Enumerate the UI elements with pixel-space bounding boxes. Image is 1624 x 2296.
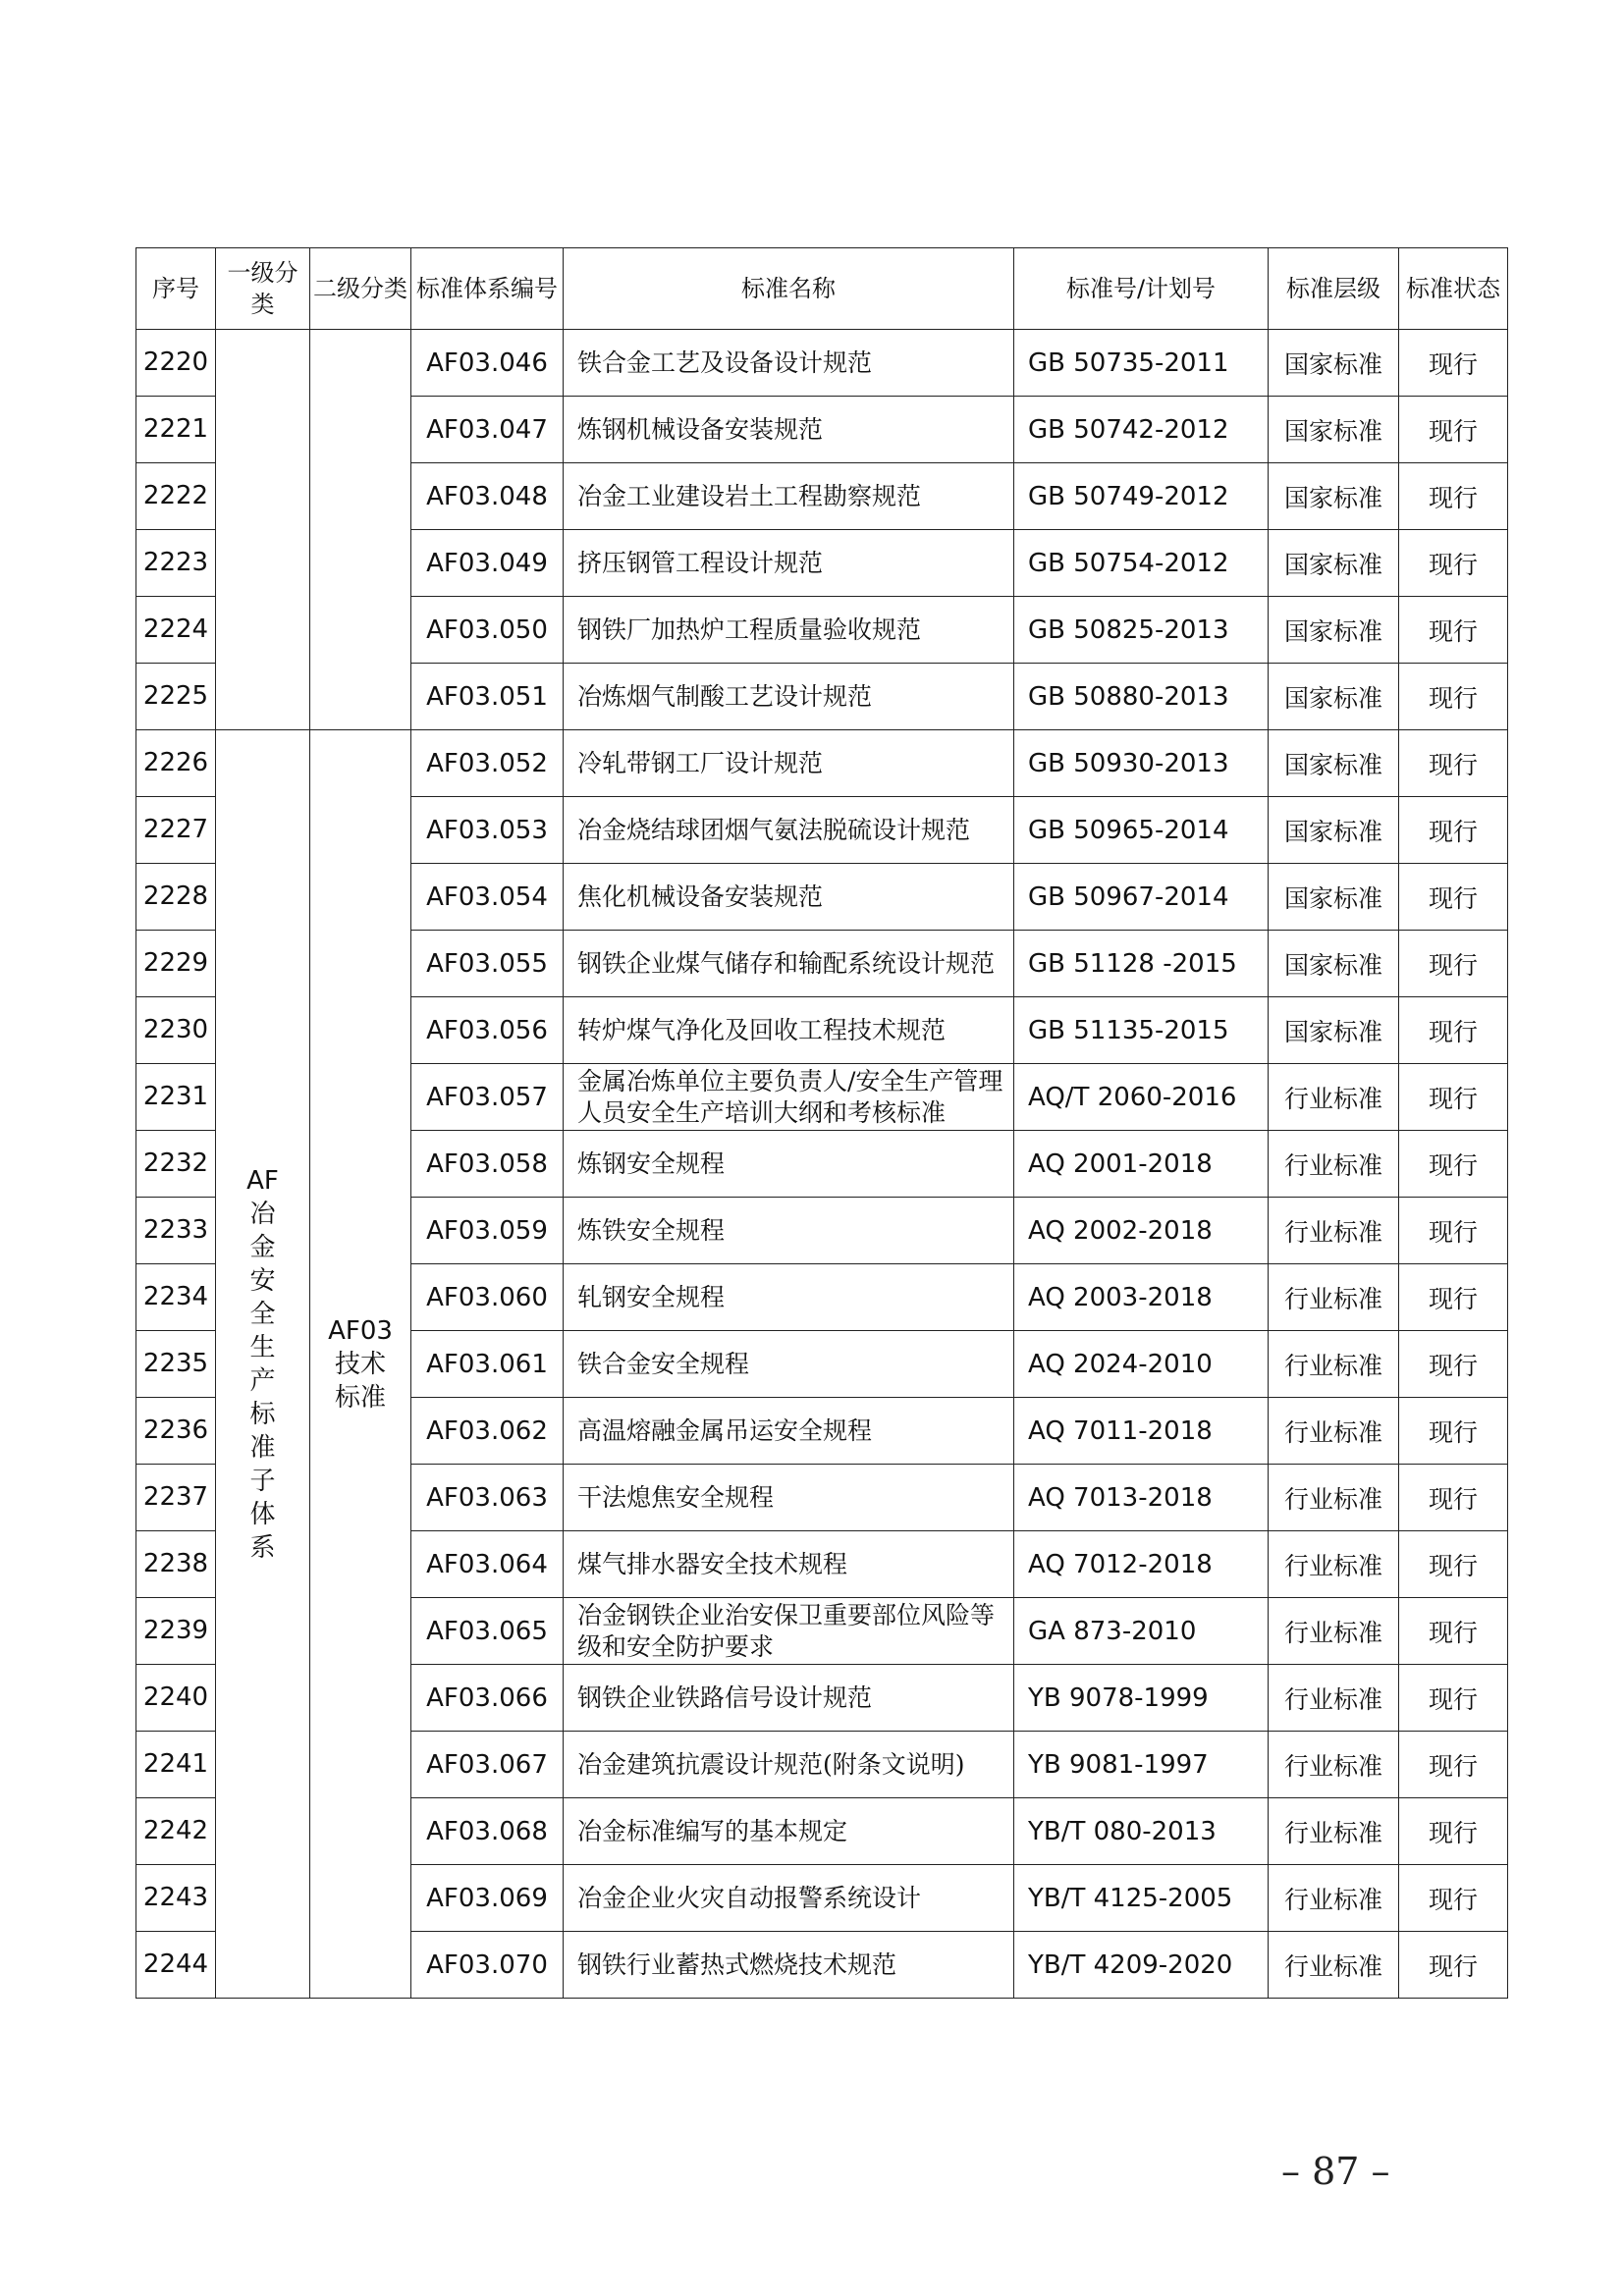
row-seq: 2238	[136, 1531, 216, 1598]
row-name: 炼钢机械设备安装规范	[564, 397, 1014, 463]
row-seq: 2225	[136, 664, 216, 730]
row-sys-code: AF03.067	[411, 1732, 564, 1798]
row-status: 现行	[1399, 1131, 1508, 1198]
header-cat2: 二级分类	[310, 248, 411, 330]
header-row	[136, 248, 1508, 330]
row-std-no: YB 9078-1999	[1014, 1665, 1269, 1732]
row-name: 高温熔融金属吊运安全规程	[564, 1398, 1014, 1465]
row-status: 现行	[1399, 1331, 1508, 1398]
row-name: 冶金钢铁企业治安保卫重要部位风险等级和安全防护要求	[564, 1598, 1014, 1665]
row-status: 现行	[1399, 797, 1508, 864]
standards-table	[135, 247, 1508, 1999]
row-std-no: AQ 7013-2018	[1014, 1465, 1269, 1531]
row-level: 国家标准	[1269, 931, 1399, 997]
row-status: 现行	[1399, 463, 1508, 530]
row-std-no: AQ 7011-2018	[1014, 1398, 1269, 1465]
row-sys-code: AF03.050	[411, 597, 564, 664]
row-seq: 2229	[136, 931, 216, 997]
row-level: 国家标准	[1269, 330, 1399, 397]
cat1-empty-cell	[216, 330, 310, 730]
table-row	[136, 330, 1508, 397]
row-seq: 2233	[136, 1198, 216, 1264]
row-seq: 2231	[136, 1064, 216, 1131]
row-sys-code: AF03.046	[411, 330, 564, 397]
row-seq: 2232	[136, 1131, 216, 1198]
row-name: 转炉煤气净化及回收工程技术规范	[564, 997, 1014, 1064]
header-sys-code: 标准体系编号	[411, 248, 564, 330]
row-level: 国家标准	[1269, 530, 1399, 597]
table-body	[136, 330, 1508, 1999]
row-seq: 2226	[136, 730, 216, 797]
row-name: 钢铁厂加热炉工程质量验收规范	[564, 597, 1014, 664]
row-sys-code: AF03.065	[411, 1598, 564, 1665]
row-name: 干法熄焦安全规程	[564, 1465, 1014, 1531]
row-status: 现行	[1399, 1198, 1508, 1264]
header-status: 标准状态	[1399, 248, 1508, 330]
row-name: 钢铁企业煤气储存和输配系统设计规范	[564, 931, 1014, 997]
row-status: 现行	[1399, 530, 1508, 597]
row-level: 国家标准	[1269, 730, 1399, 797]
cat1-code: AF	[246, 1165, 279, 1196]
row-status: 现行	[1399, 997, 1508, 1064]
row-name: 轧钢安全规程	[564, 1264, 1014, 1331]
row-std-no: GB 51128 -2015	[1014, 931, 1269, 997]
row-std-no: AQ 2002-2018	[1014, 1198, 1269, 1264]
header-cat1: 一级分类	[216, 248, 310, 330]
row-sys-code: AF03.051	[411, 664, 564, 730]
row-level: 国家标准	[1269, 797, 1399, 864]
row-sys-code: AF03.057	[411, 1064, 564, 1131]
row-status: 现行	[1399, 330, 1508, 397]
row-std-no: YB/T 4209-2020	[1014, 1932, 1269, 1999]
table-row	[136, 730, 1508, 797]
row-seq: 2244	[136, 1932, 216, 1999]
row-level: 行业标准	[1269, 1198, 1399, 1264]
row-std-no: GB 50749-2012	[1014, 463, 1269, 530]
row-std-no: YB/T 4125-2005	[1014, 1865, 1269, 1932]
row-sys-code: AF03.054	[411, 864, 564, 931]
row-status: 现行	[1399, 864, 1508, 931]
row-name: 铁合金工艺及设备设计规范	[564, 330, 1014, 397]
header-seq: 序号	[136, 248, 216, 330]
row-status: 现行	[1399, 730, 1508, 797]
row-sys-code: AF03.049	[411, 530, 564, 597]
row-seq: 2235	[136, 1331, 216, 1398]
row-seq: 2239	[136, 1598, 216, 1665]
cat2-cell	[310, 730, 411, 1999]
row-std-no: AQ/T 2060-2016	[1014, 1064, 1269, 1131]
row-name: 炼铁安全规程	[564, 1198, 1014, 1264]
row-std-no: GB 50735-2011	[1014, 330, 1269, 397]
row-level: 行业标准	[1269, 1398, 1399, 1465]
row-level: 国家标准	[1269, 397, 1399, 463]
row-sys-code: AF03.064	[411, 1531, 564, 1598]
row-sys-code: AF03.060	[411, 1264, 564, 1331]
row-seq: 2220	[136, 330, 216, 397]
row-seq: 2242	[136, 1798, 216, 1865]
row-seq: 2221	[136, 397, 216, 463]
row-seq: 2237	[136, 1465, 216, 1531]
row-std-no: GB 50880-2013	[1014, 664, 1269, 730]
row-status: 现行	[1399, 1465, 1508, 1531]
row-status: 现行	[1399, 1264, 1508, 1331]
row-sys-code: AF03.056	[411, 997, 564, 1064]
row-level: 行业标准	[1269, 1131, 1399, 1198]
cat1-text: 冶金安全生产标准子体系	[249, 1199, 276, 1563]
row-sys-code: AF03.063	[411, 1465, 564, 1531]
row-name: 冶金建筑抗震设计规范(附条文说明)	[564, 1732, 1014, 1798]
row-level: 行业标准	[1269, 1465, 1399, 1531]
row-std-no: GB 50825-2013	[1014, 597, 1269, 664]
row-level: 行业标准	[1269, 1264, 1399, 1331]
header-level: 标准层级	[1269, 248, 1399, 330]
page-number: – 87 –	[1281, 2150, 1390, 2193]
row-seq: 2236	[136, 1398, 216, 1465]
row-name: 冶炼烟气制酸工艺设计规范	[564, 664, 1014, 730]
row-std-no: AQ 2001-2018	[1014, 1131, 1269, 1198]
row-name: 冶金标准编写的基本规定	[564, 1798, 1014, 1865]
row-seq: 2230	[136, 997, 216, 1064]
row-seq: 2227	[136, 797, 216, 864]
row-std-no: GB 51135-2015	[1014, 997, 1269, 1064]
row-level: 国家标准	[1269, 463, 1399, 530]
row-std-no: GB 50742-2012	[1014, 397, 1269, 463]
row-level: 行业标准	[1269, 1665, 1399, 1732]
row-level: 行业标准	[1269, 1932, 1399, 1999]
row-status: 现行	[1399, 1732, 1508, 1798]
row-std-no: AQ 7012-2018	[1014, 1531, 1269, 1598]
row-level: 国家标准	[1269, 997, 1399, 1064]
row-std-no: AQ 2024-2010	[1014, 1331, 1269, 1398]
row-name: 钢铁企业铁路信号设计规范	[564, 1665, 1014, 1732]
row-name: 冶金烧结球团烟气氨法脱硫设计规范	[564, 797, 1014, 864]
row-sys-code: AF03.069	[411, 1865, 564, 1932]
row-std-no: GB 50930-2013	[1014, 730, 1269, 797]
row-std-no: YB 9081-1997	[1014, 1732, 1269, 1798]
row-std-no: GB 50754-2012	[1014, 530, 1269, 597]
row-sys-code: AF03.061	[411, 1331, 564, 1398]
row-status: 现行	[1399, 1531, 1508, 1598]
row-std-no: AQ 2003-2018	[1014, 1264, 1269, 1331]
row-level: 行业标准	[1269, 1531, 1399, 1598]
row-sys-code: AF03.066	[411, 1665, 564, 1732]
row-status: 现行	[1399, 1398, 1508, 1465]
row-sys-code: AF03.047	[411, 397, 564, 463]
row-status: 现行	[1399, 1598, 1508, 1665]
cat2-text: 技术标准	[334, 1349, 386, 1413]
row-level: 国家标准	[1269, 597, 1399, 664]
cat1-cell	[216, 730, 310, 1999]
cat2-empty-cell	[310, 330, 411, 730]
row-sys-code: AF03.048	[411, 463, 564, 530]
row-level: 国家标准	[1269, 664, 1399, 730]
header-name: 标准名称	[564, 248, 1014, 330]
row-name: 冶金工业建设岩土工程勘察规范	[564, 463, 1014, 530]
row-level: 行业标准	[1269, 1732, 1399, 1798]
row-status: 现行	[1399, 1798, 1508, 1865]
row-level: 国家标准	[1269, 864, 1399, 931]
row-sys-code: AF03.058	[411, 1131, 564, 1198]
row-name: 铁合金安全规程	[564, 1331, 1014, 1398]
row-seq: 2224	[136, 597, 216, 664]
row-status: 现行	[1399, 664, 1508, 730]
row-seq: 2241	[136, 1732, 216, 1798]
row-seq: 2234	[136, 1264, 216, 1331]
row-name: 冶金企业火灾自动报警系统设计	[564, 1865, 1014, 1932]
row-name: 炼钢安全规程	[564, 1131, 1014, 1198]
row-name: 焦化机械设备安装规范	[564, 864, 1014, 931]
row-seq: 2240	[136, 1665, 216, 1732]
row-level: 行业标准	[1269, 1064, 1399, 1131]
row-name: 钢铁行业蓄热式燃烧技术规范	[564, 1932, 1014, 1999]
row-status: 现行	[1399, 1064, 1508, 1131]
row-name: 金属冶炼单位主要负责人/安全生产管理人员安全生产培训大纲和考核标准	[564, 1064, 1014, 1131]
row-name: 煤气排水器安全技术规程	[564, 1531, 1014, 1598]
row-seq: 2223	[136, 530, 216, 597]
row-std-no: YB/T 080-2013	[1014, 1798, 1269, 1865]
row-sys-code: AF03.052	[411, 730, 564, 797]
row-std-no: GB 50965-2014	[1014, 797, 1269, 864]
header-std-no: 标准号/计划号	[1014, 248, 1269, 330]
row-name: 冷轧带钢工厂设计规范	[564, 730, 1014, 797]
row-std-no: GA 873-2010	[1014, 1598, 1269, 1665]
row-name: 挤压钢管工程设计规范	[564, 530, 1014, 597]
row-std-no: GB 50967-2014	[1014, 864, 1269, 931]
row-seq: 2228	[136, 864, 216, 931]
row-sys-code: AF03.053	[411, 797, 564, 864]
row-level: 行业标准	[1269, 1331, 1399, 1398]
row-level: 行业标准	[1269, 1798, 1399, 1865]
row-level: 行业标准	[1269, 1598, 1399, 1665]
cat2-code: AF03	[328, 1315, 393, 1346]
row-seq: 2243	[136, 1865, 216, 1932]
row-status: 现行	[1399, 597, 1508, 664]
row-sys-code: AF03.055	[411, 931, 564, 997]
row-sys-code: AF03.070	[411, 1932, 564, 1999]
row-status: 现行	[1399, 1665, 1508, 1732]
row-sys-code: AF03.062	[411, 1398, 564, 1465]
row-status: 现行	[1399, 1932, 1508, 1999]
row-level: 行业标准	[1269, 1865, 1399, 1932]
row-status: 现行	[1399, 397, 1508, 463]
row-sys-code: AF03.059	[411, 1198, 564, 1264]
row-seq: 2222	[136, 463, 216, 530]
row-status: 现行	[1399, 931, 1508, 997]
row-sys-code: AF03.068	[411, 1798, 564, 1865]
row-status: 现行	[1399, 1865, 1508, 1932]
